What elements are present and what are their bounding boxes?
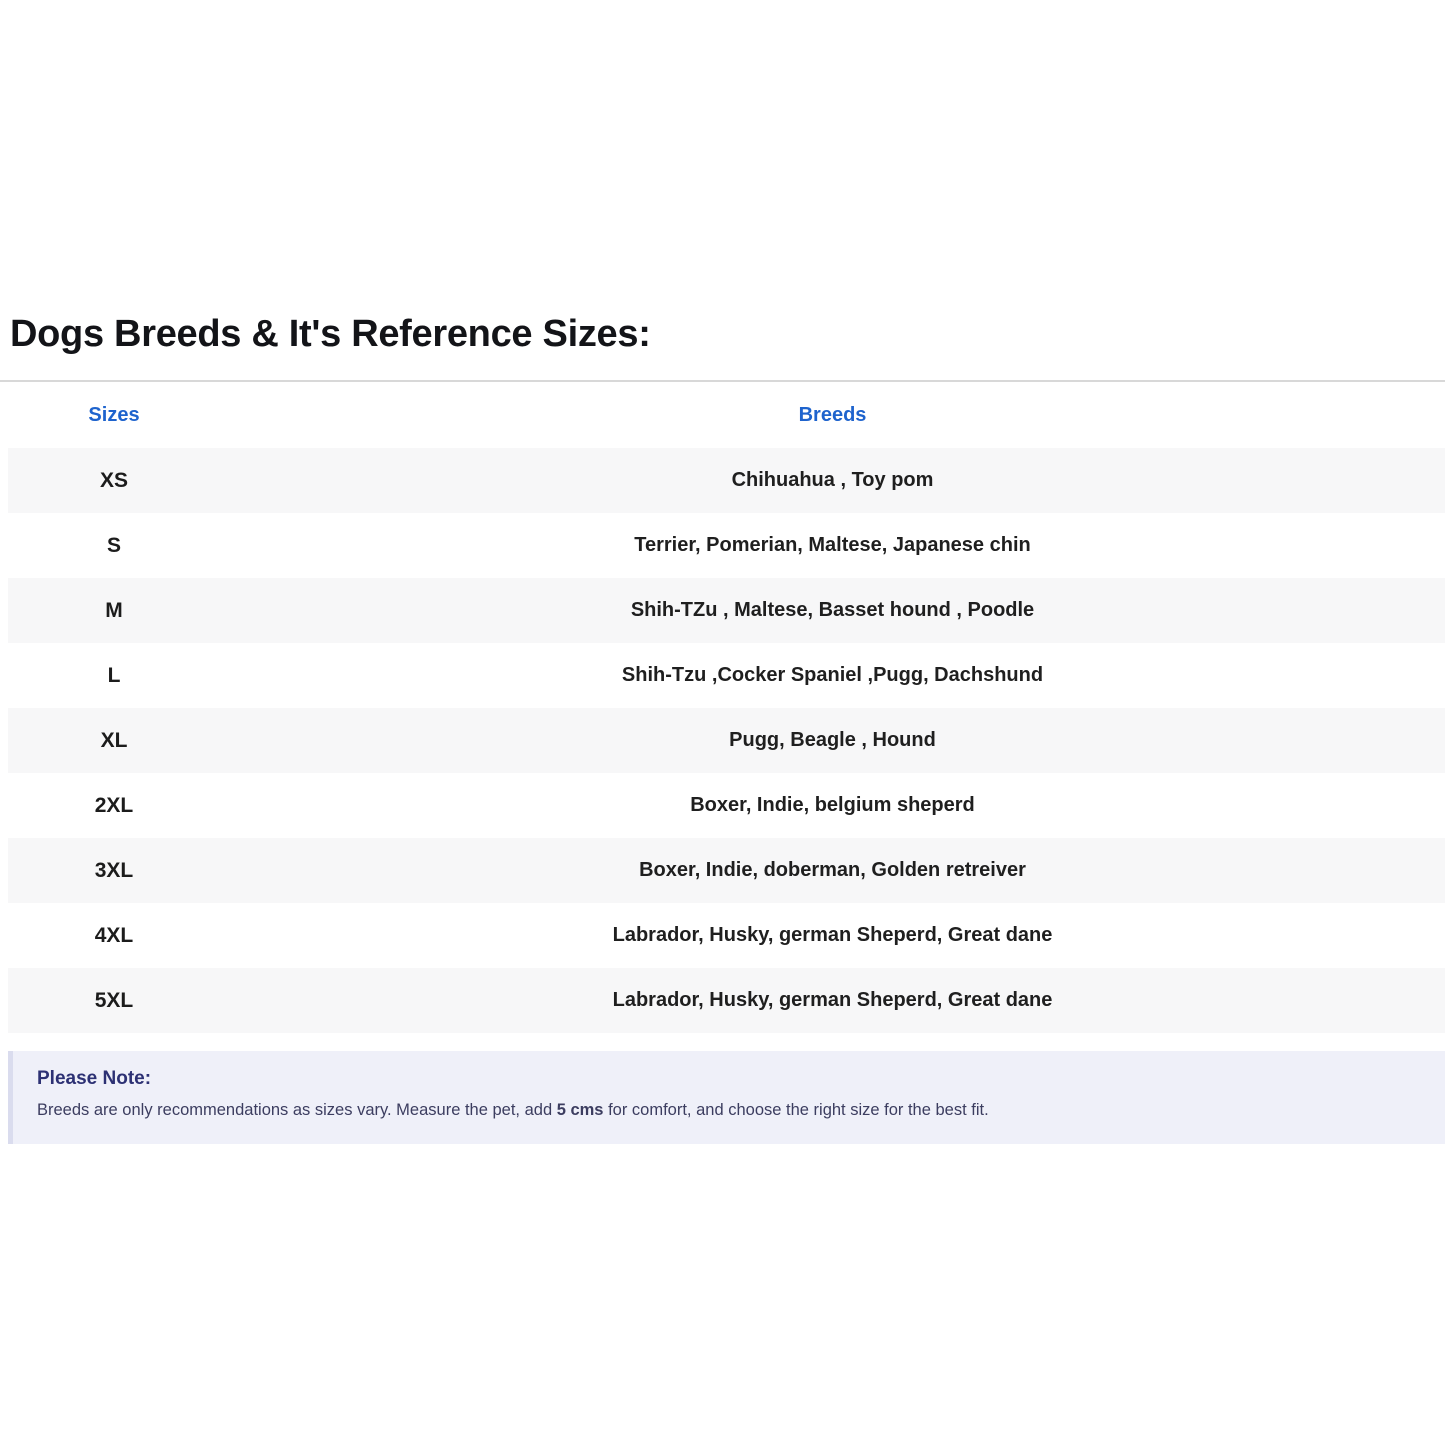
table-row [8, 903, 1445, 968]
size-cell: S [106, 533, 121, 557]
table-row [8, 643, 1445, 708]
column-header-sizes: Sizes [88, 403, 140, 426]
size-cell: 2XL [94, 793, 134, 817]
size-cell: XL [100, 728, 128, 752]
breeds-cell: Shih-TZu , Maltese, Basset hound , Poodle [630, 599, 1035, 621]
size-reference-table [8, 382, 1445, 1033]
note-text-highlight: 5 cms [556, 1101, 604, 1119]
size-cell: 4XL [94, 923, 134, 947]
breeds-cell: Boxer, Indie, belgium sheperd [690, 794, 975, 816]
size-cell: XS [99, 468, 128, 492]
table-row [8, 708, 1445, 773]
table-row [8, 578, 1445, 643]
breeds-cell: Boxer, Indie, doberman, Golden retreiver [639, 859, 1026, 881]
table-row [8, 773, 1445, 838]
table-row [8, 513, 1445, 578]
note-text [37, 1099, 1421, 1121]
size-cell: 3XL [94, 858, 134, 882]
breeds-cell: Chihuahua , Toy pom [731, 469, 934, 491]
column-header-breeds: Breeds [798, 403, 867, 426]
table-row [8, 968, 1445, 1033]
table-header-row [8, 382, 1445, 448]
note-heading: Please Note: [37, 1068, 152, 1089]
page-title: Dogs Breeds & It's Reference Sizes: [10, 313, 651, 355]
table-row [8, 838, 1445, 903]
size-cell: L [107, 663, 121, 687]
note-text-prefix: Breeds are only recommendations as sizes vary. Measure the pet, add [37, 1101, 557, 1119]
breeds-cell: Labrador, Husky, german Sheperd, Great dane [612, 989, 1053, 1011]
please-note-box [8, 1051, 1445, 1144]
size-cell: 5XL [94, 988, 134, 1012]
size-cell: M [105, 598, 123, 622]
breeds-cell: Pugg, Beagle , Hound [729, 729, 936, 751]
table-row [8, 448, 1445, 513]
breeds-cell: Terrier, Pomerian, Maltese, Japanese chin [634, 534, 1031, 556]
note-text-suffix: for comfort, and choose the right size for the best fit. [603, 1101, 989, 1119]
breeds-cell: Labrador, Husky, german Sheperd, Great dane [612, 924, 1053, 946]
breeds-cell: Shih-Tzu ,Cocker Spaniel ,Pugg, Dachshund [621, 664, 1044, 686]
